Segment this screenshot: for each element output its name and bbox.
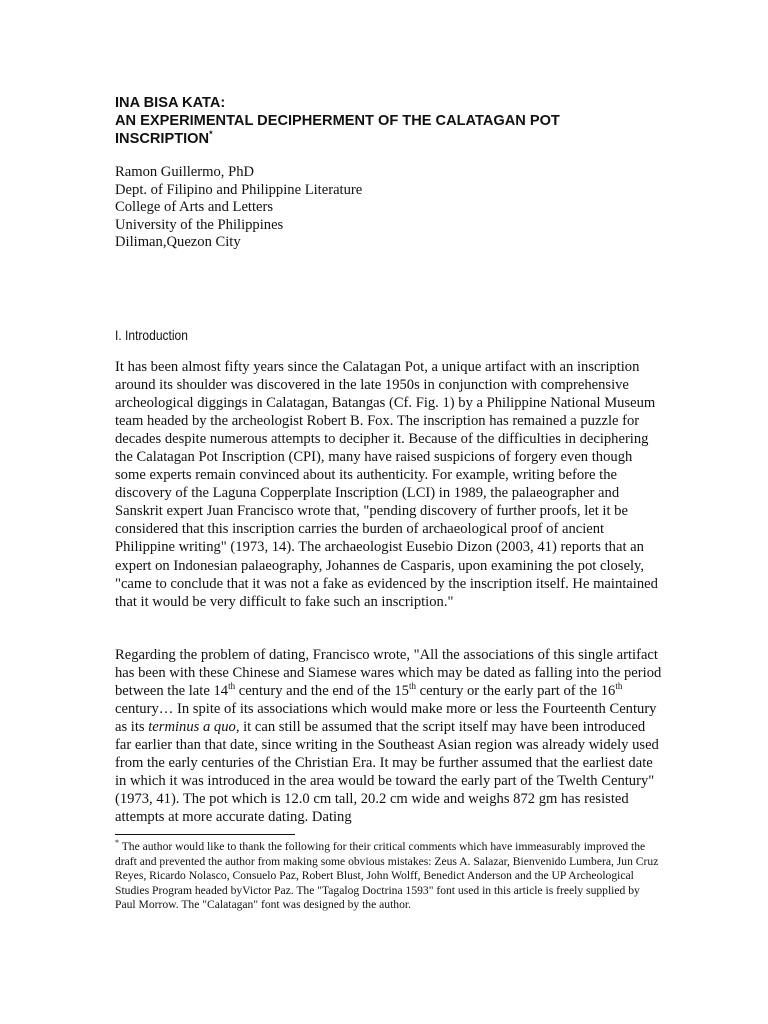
footnote-text: The author would like to thank the following for their critical comments which have immeasurably improved the draft and prevented the author from making some obvious mistakes: Zeus A. Salazar, Bienvenido Lumbera, Jun Cruz Reyes, Ricardo Nolasco, Consuelo Paz, Robert Blust, John Wolff, Benedict Anderson and the UP Archeological Studies Program headed byVictor Paz. The "Tagalog Doctrina 1593" font used in this article is freely supplied by Paul Morrow. The "Calatagan" font was designed by the author. (115, 840, 659, 912)
paragraph-2-text-5: , it can still be assumed that the script itself may have been introduced far earlier than that date, since writing in the Southeast Asian region was already widely used from the early centuries of the Christian Era. It may be further assumed that the earliest date in which it was introduced in the area would be toward the early part of the Twelth Century" (1973, 41). The pot which is 12.0 cm tall, 20.2 cm wide and weighs 872 gm has resisted attempts at more accurate dating. Dating (115, 719, 659, 826)
paragraph-introduction-2 (115, 646, 663, 826)
paragraph-2-italic-term: terminus a quo (148, 719, 236, 736)
superscript-th: th (615, 681, 623, 692)
footnote (115, 840, 663, 913)
section-heading: I. Introduction (115, 327, 188, 343)
paper-title (115, 94, 675, 148)
author-university: University of the Philippines (115, 216, 284, 233)
author-name: Ramon Guillermo, PhD (115, 164, 255, 180)
footnote-mark: * (115, 838, 119, 847)
paragraph-2-text-4: century… In spite of its associations which would make more or less the Fourteenth Century as its (115, 701, 657, 736)
title-line-3 (115, 130, 675, 148)
author-block (115, 164, 675, 252)
title-line-2: AN EXPERIMENTAL DECIPHERMENT OF THE CALATAGAN POT (115, 113, 560, 129)
author-location: Diliman,Quezon City (115, 234, 241, 251)
author-department: Dept. of Filipino and Philippine Literature (115, 181, 363, 198)
paragraph-2-text-2: century and the end of the 15 (235, 683, 409, 700)
superscript-th: th (228, 681, 236, 692)
paragraph-2-text-3: century or the early part of the 16 (415, 683, 616, 700)
paragraph-introduction-1: It has been almost fifty years since the Calatagan Pot, a unique artifact with an inscription around its shoulder was discovered in the late 1950s in conjunction with comprehensive archeological diggings in Calatagan, Batangas (Cf. Fig. 1) by a Philippine National Museum team headed by the archeologist Robert B. Fox. The inscription has remained a puzzle for decades despite numerous attempts to decipher it. Because of the difficulties in deciphering the Calatagan Pot Inscription (CPI), many have raised suspicions of forgery even though some experts remain convinced about its authenticity. For example, writing before the discovery of the Laguna Copperplate Inscription (LCI) in 1989, the palaeographer and Sanskrit expert Juan Francisco wrote that, "pending discovery of further proofs, let it be considered that this inscription carries the burden of archaeological proof of ancient Philippine writing" (1973, 14). The archaeologist Eusebio Dizon (2003, 41) reports that an expert on Indonesian palaeography, Johannes de Casparis, upon examining the pot closely, "came to conclude that it was not a fake as evidenced by the inscription itself. He maintained that it would be very difficult to fake such an inscription." (115, 359, 658, 610)
superscript-th: th (408, 681, 416, 692)
footnote-divider (115, 834, 295, 835)
title-footnote-mark[interactable]: * (209, 129, 213, 139)
title-line-3-text: INSCRIPTION (115, 131, 210, 147)
paragraph-2-text-1: Regarding the problem of dating, Francisco wrote, "All the associations of this single artifact has been with these Chinese and Siamese wares which may be dated as falling into the period between the late 14 (115, 647, 662, 700)
author-college: College of Arts and Letters (115, 199, 274, 216)
title-line-1: INA BISA KATA: (115, 95, 226, 111)
